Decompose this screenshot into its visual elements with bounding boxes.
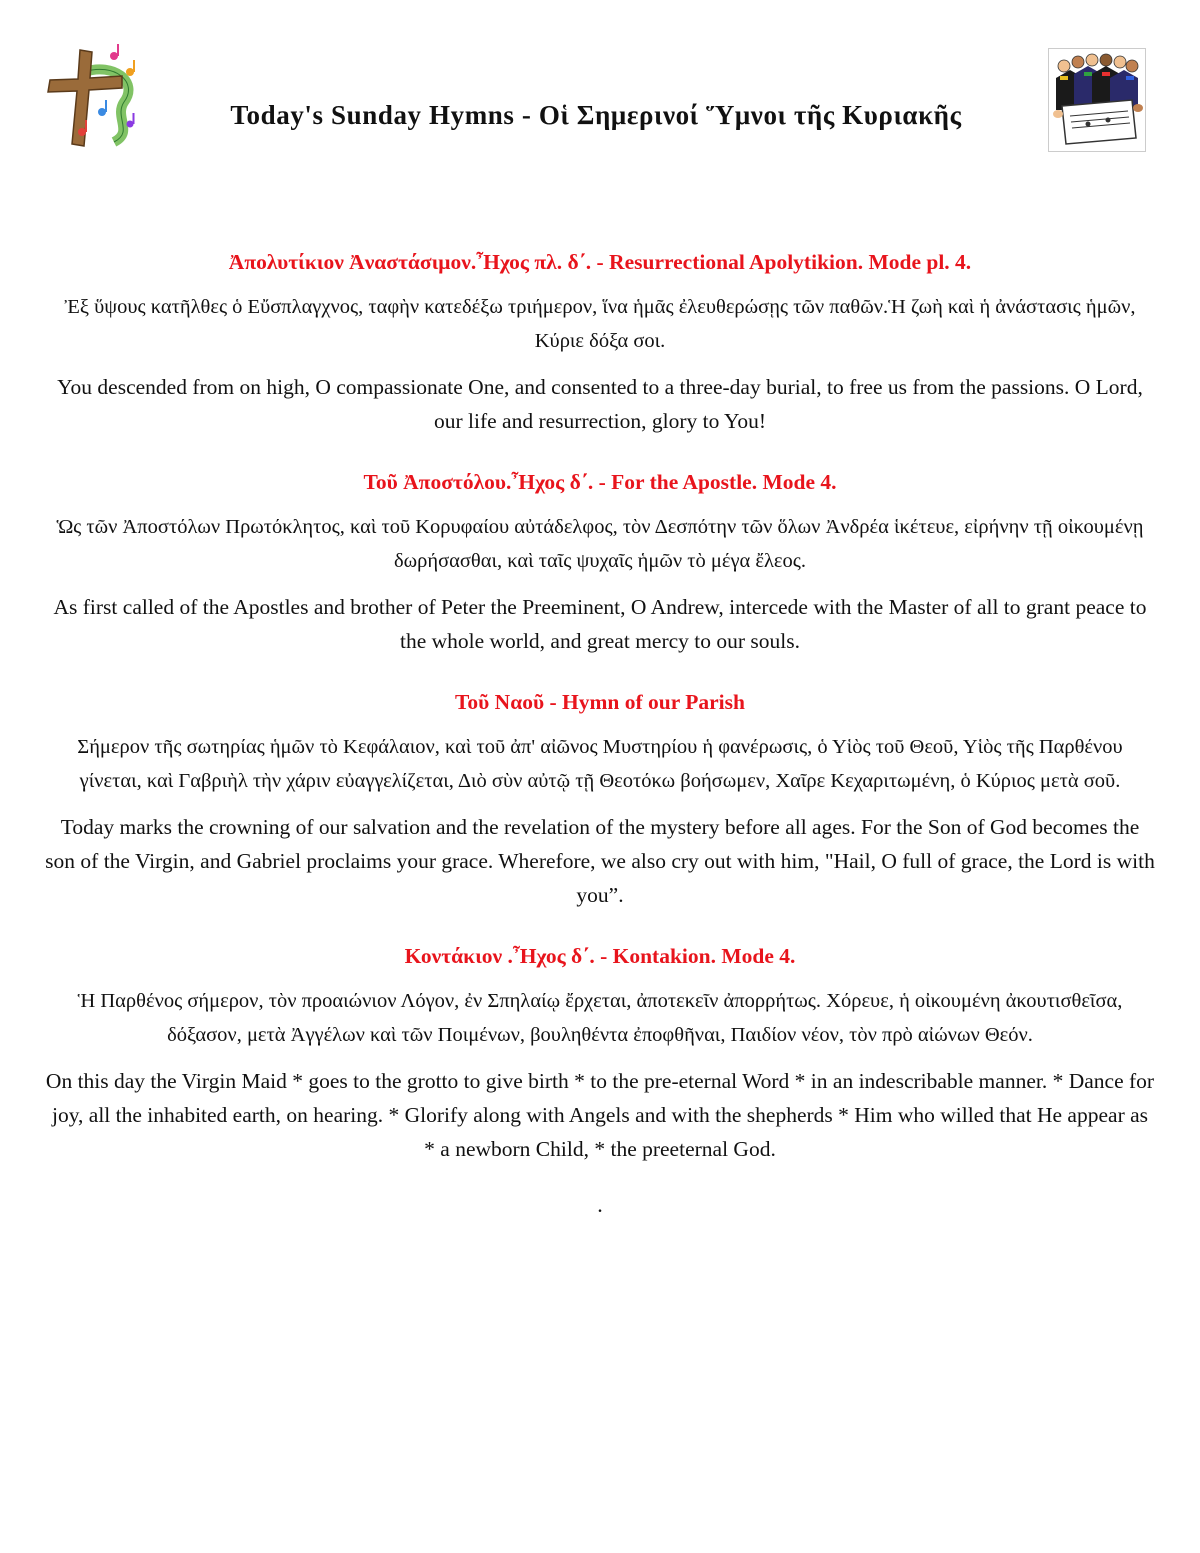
hymn-greek-text: Ἐξ ὕψους κατῆλθες ὁ Εὔσπλαγχνος, ταφὴν κατεδέξω τριήμερον, ἵνα ἡμᾶς ἐλευθερώσῃς τῶν παθῶν.Ἡ ζωὴ καὶ ἡ ἀνάστασις ἡμῶν, Κύριε δόξα σοι. — [64, 296, 1136, 352]
hymn-greek-text: Ἡ Παρθένος σήμερον, τὸν προαιώνιον Λόγον, ἐν Σπηλαίῳ ἔρχεται, ἀποτεκεῖν ἀπορρήτως. Χόρευε, ἡ οἰκουμένη ἀκουτισθεῖσα, δόξασον, μετὰ Ἀγγέλων καὶ τῶν Ποιμένων, βουληθέντα ἐποφθῆναι, Παιδίον νέον, τὸν πρὸ αἰώνων Θεόν. — [77, 990, 1123, 1046]
trailing-dot: . — [597, 1192, 603, 1217]
hymn-heading: Ἀπολυτίκιον Ἀναστάσιμον.Ἦχος πλ. δ΄. - Resurrectional Apolytikion. Mode pl. 4. — [228, 250, 972, 274]
hymn-heading: Τοῦ Ναοῦ - Hymn of our Parish — [455, 690, 745, 714]
hymn-heading: Κοντάκιον .Ἦχος δ΄. - Kontakion. Mode 4. — [404, 944, 796, 968]
hymn-parish — [44, 688, 1156, 912]
hymn-english-text: You descended from on high, O compassionate One, and consented to a three-day burial, to free us from the passions. O Lord, our life and resurrection, glory to You! — [57, 375, 1143, 433]
hymns-content — [44, 248, 1156, 1218]
hymn-english-text: As first called of the Apostles and brother of Peter the Preeminent, O Andrew, intercede with the Master of all to grant peace to the whole world, and great mercy to our souls. — [53, 595, 1147, 653]
page-header — [0, 0, 1200, 170]
cross-with-music-notes-icon — [44, 42, 144, 152]
hymn-english-text: On this day the Virgin Maid * goes to the grotto to give birth * to the pre-eternal Word * in an indescribable manner. * Dance for joy, all the inhabited earth, on hearing. * Glorify along with Angels and with the shepherds * Him who willed that He appear as * a newborn Child, * the preeternal God. — [45, 1069, 1155, 1161]
hymn-kontakion — [44, 942, 1156, 1166]
hymn-english-text: Today marks the crowning of our salvation and the revelation of the mystery before all ages. For the Son of God becomes the son of the Virgin, and Gabriel proclaims your grace. Wherefore, we also cry out with him, "Hail, O full of grace, the Lord is with you”. — [45, 815, 1155, 907]
choir-singers-icon — [1048, 48, 1146, 152]
hymn-apostle — [44, 468, 1156, 658]
hymn-heading: Τοῦ Ἀποστόλου.Ἦχος δ΄. - For the Apostle. Mode 4. — [363, 470, 837, 494]
page-title: Today's Sunday Hymns - Οἱ Σημερινοί Ὕμνοι τῆς Κυριακῆς — [230, 100, 962, 130]
hymn-apolytikion — [44, 248, 1156, 438]
hymn-greek-text: Σήμερον τῆς σωτηρίας ἡμῶν τὸ Κεφάλαιον, καὶ τοῦ ἀπ' αἰῶνος Μυστηρίου ἡ φανέρωσις, ὁ Υἱὸς τοῦ Θεοῦ, Υἱὸς τῆς Παρθένου γίνεται, καὶ Γαβριὴλ τὴν χάριν εὐαγγελίζεται, Διὸ σὺν αὐτῷ τῇ Θεοτόκω βοήσωμεν, Χαῖρε Κεχαριτωμένη, ὁ Κύριος μετὰ σοῦ. — [77, 736, 1123, 792]
hymn-greek-text: Ὡς τῶν Ἀποστόλων Πρωτόκλητος, καὶ τοῦ Κορυφαίου αὐτάδελφος, τὸν Δεσπότην τῶν ὅλων Ἀνδρέα ἱκέτευε, εἰρήνην τῇ οἰκουμένῃ δωρήσασθαι, καὶ ταῖς ψυχαῖς ἡμῶν τὸ μέγα ἔλεος. — [56, 516, 1144, 572]
